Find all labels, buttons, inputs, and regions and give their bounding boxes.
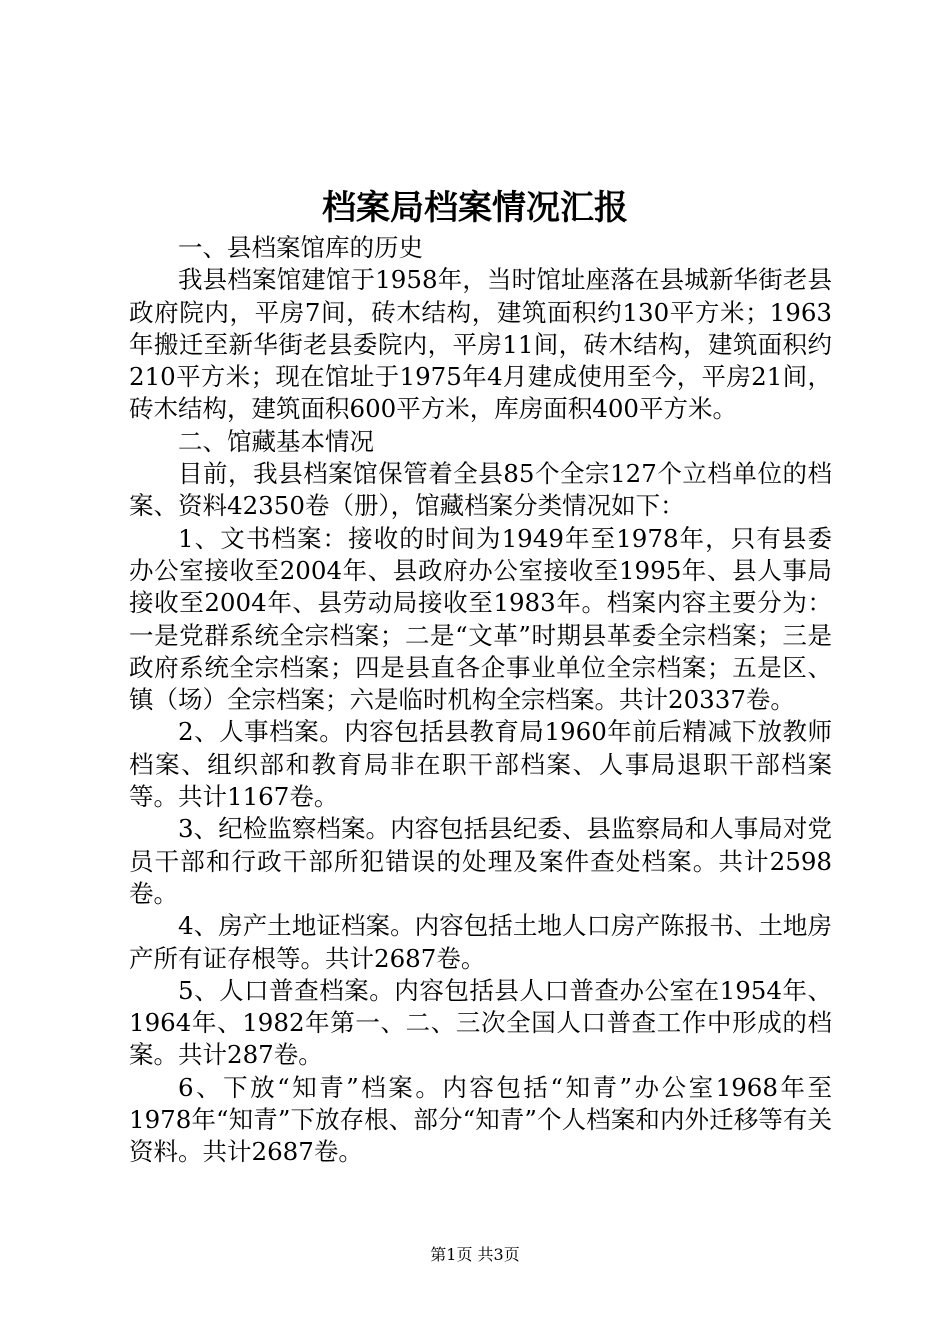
page-title: 档案局档案情况汇报 [322,188,628,228]
paragraph-youth-archives: 6、下放“知青”档案。内容包括“知青”办公室1968年至1978年“知青”下放存根、部分“知青”个人档案和内外迁移等有关资料。共计2687卷。 [129,1072,832,1167]
paragraph-holdings-summary: 目前，我县档案馆保管着全县85个全宗127个立档单位的档案、资料42350卷（册），馆藏档案分类情况如下： [129,459,832,521]
paragraph-personnel-archives: 2、人事档案。内容包括县教育局1960年前后精减下放教师档案、组织部和教育局非在职干部档案、人事局退职干部档案等。共计1167卷。 [129,717,832,812]
paragraph-census-archives: 5、人口普查档案。内容包括县人口普查办公室在1954年、1964年、1982年第一、二、三次全国人口普查工作中形成的档案。共计287卷。 [129,975,832,1070]
section-heading-history: 一、县档案馆库的历史 [178,233,423,262]
document-body [129,232,832,1169]
page-footer: 第1页 共3页 [430,1245,520,1264]
paragraph-discipline-archives: 3、纪检监察档案。内容包括县纪委、县监察局和人事局对党员干部和行政干部所犯错误的处理及案件查处档案。共计2598卷。 [129,814,832,908]
paragraph-property-archives: 4、房产土地证档案。内容包括土地人口房产陈报书、土地房产所有证存根等。共计2687卷。 [129,911,832,973]
section-heading-holdings: 二、馆藏基本情况 [178,426,374,456]
paragraph-document-archives: 1、文书档案：接收的时间为1949年至1978年，只有县委办公室接收至2004年、县政府办公室接收至1995年、县人事局接收至2004年、县劳动局接收至1983年。档案内容主要分为：一是党群系统全宗档案；二是“文革”时期县革委全宗档案；三是政府系统全宗档案；四是县直各企事业单位全宗档案；五是区、镇（场）全宗档案；六是临时机构全宗档案。共计20337卷。 [129,523,832,715]
paragraph-history: 我县档案馆建馆于1958年，当时馆址座落在县城新华街老县政府院内，平房7间，砖木结构，建筑面积约130平方米；1963年搬迁至新华街老县委院内，平房11间，砖木结构，建筑面积约210平方米；现在馆址于1975年4月建成使用至今，平房21间，砖木结构，建筑面积600平方米，库房面积400平方米。 [129,265,832,424]
